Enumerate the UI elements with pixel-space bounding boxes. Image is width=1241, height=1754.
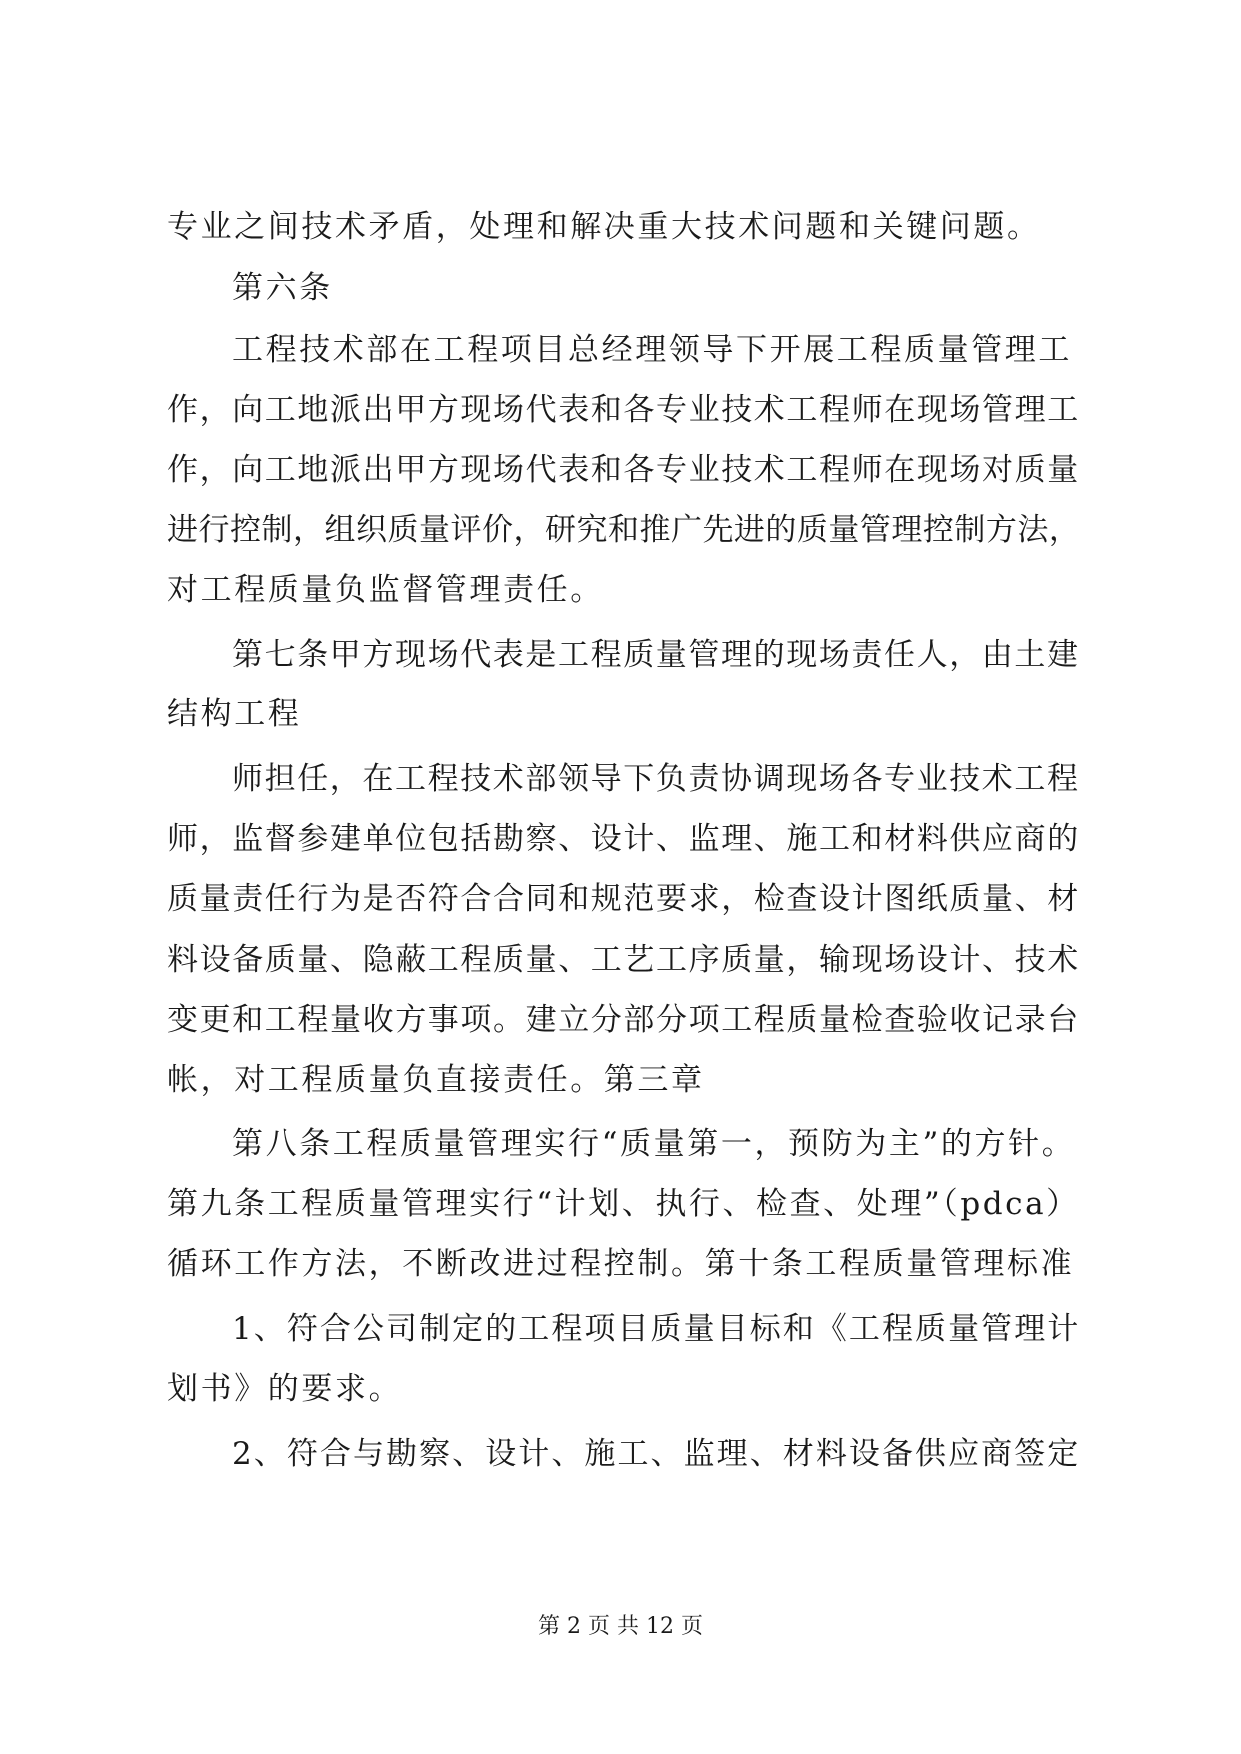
text-line-19: 1、符合公司制定的工程项目质量目标和《工程质量管理计 <box>232 1311 1081 1347</box>
text-line-14: 变更和工程量收方事项。建立分部分项工程质量检查验收记录台 <box>167 1002 1080 1038</box>
text-line-3: 工程技术部在工程项目总经理领导下开展工程质量管理工 <box>232 332 1072 368</box>
text-line-12: 质量责任行为是否符合合同和规范要求，检查设计图纸质量、材 <box>167 881 1080 917</box>
text-line-4: 作，向工地派出甲方现场代表和各专业技术工程师在现场管理工 <box>167 392 1080 428</box>
page-number-footer: 第 2 页 共 12 页 <box>538 1614 703 1639</box>
text-line-20: 划书》的要求。 <box>167 1371 403 1407</box>
text-line-2: 第六条 <box>232 270 333 306</box>
text-line-18: 循环工作方法，不断改进过程控制。第十条工程质量管理标准 <box>167 1246 1075 1282</box>
text-line-9: 结构工程 <box>167 696 302 732</box>
text-line-1: 专业之间技术矛盾，处理和解决重大技术问题和关键问题。 <box>167 209 1041 245</box>
text-line-15: 帐，对工程质量负直接责任。第三章 <box>167 1062 705 1098</box>
text-line-13: 料设备质量、隐蔽工程质量、工艺工序质量，输现场设计、技术 <box>167 942 1080 978</box>
text-line-21: 2、符合与勘察、设计、施工、监理、材料设备供应商签定 <box>232 1436 1081 1472</box>
text-line-5: 作，向工地派出甲方现场代表和各专业技术工程师在现场对质量 <box>167 452 1080 488</box>
text-line-10: 师担任，在工程技术部领导下负责协调现场各专业技术工程 <box>232 761 1080 797</box>
text-line-8: 第七条甲方现场代表是工程质量管理的现场责任人，由土建 <box>232 637 1080 673</box>
text-line-6: 进行控制，组织质量评价，研究和推广先进的质量管理控制方法， <box>167 512 1081 548</box>
text-line-17: 第九条工程质量管理实行“计划、执行、检查、处理”（pdca） <box>167 1186 1080 1222</box>
text-line-11: 师，监督参建单位包括勘察、设计、监理、施工和材料供应商的 <box>167 821 1080 857</box>
text-line-16: 第八条工程质量管理实行“质量第一，预防为主”的方针。 <box>232 1126 1076 1162</box>
text-line-7: 对工程质量负监督管理责任。 <box>167 572 604 608</box>
